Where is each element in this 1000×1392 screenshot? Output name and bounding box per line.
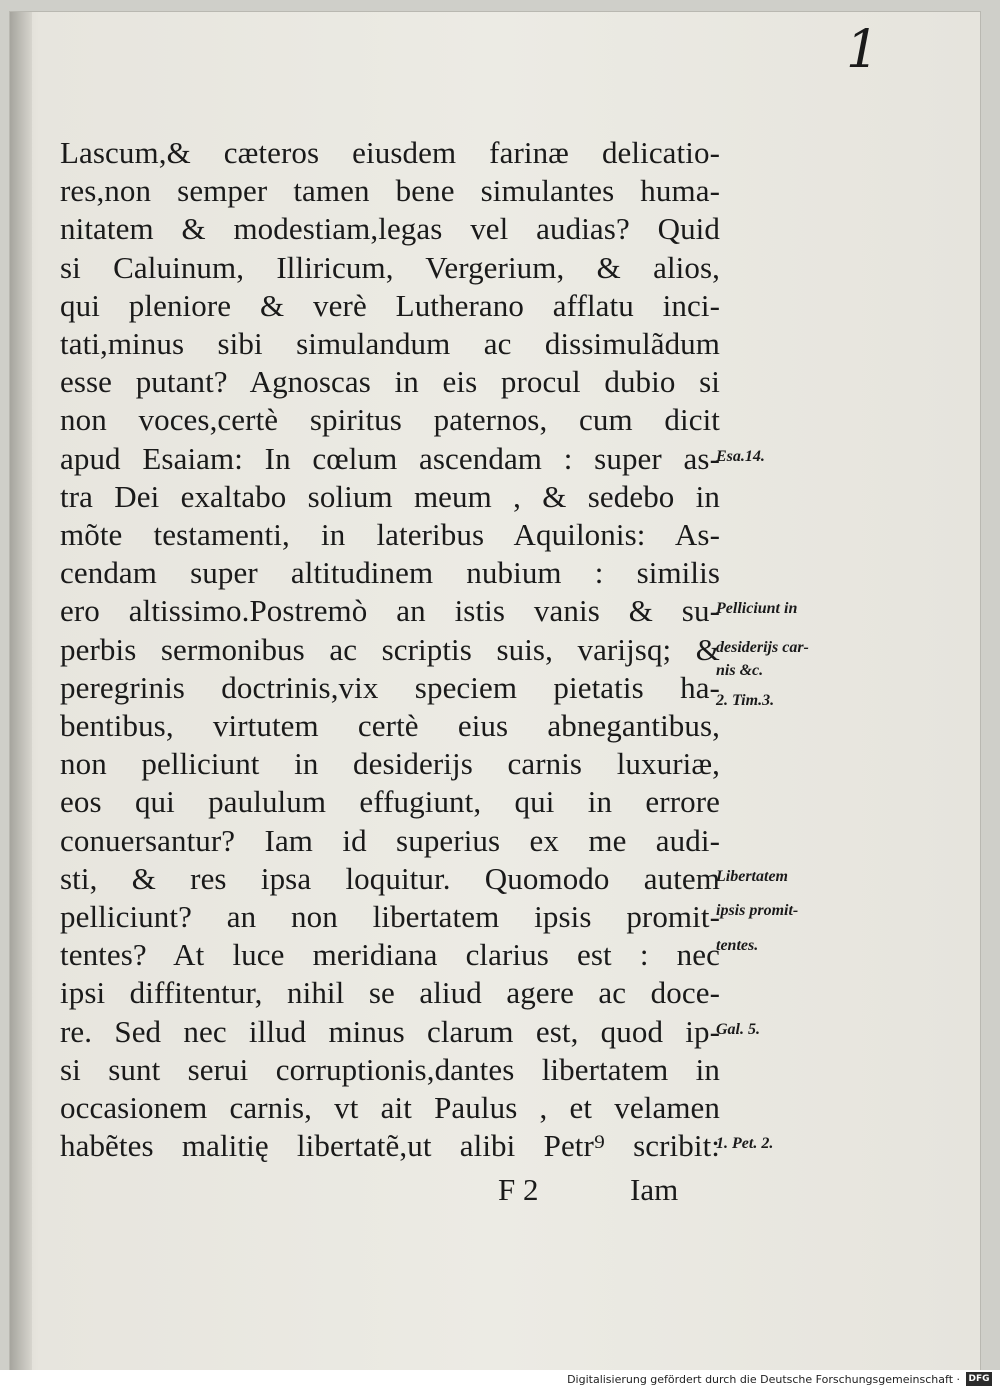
- text-line: esse putant? Agnoscas in eis procul dubio si: [60, 364, 720, 400]
- catchword: Iam: [630, 1172, 679, 1207]
- text-line: peregrinis doctrinis,vix speciem pietatis ha-: [60, 669, 720, 705]
- signature-mark: F 2: [498, 1172, 539, 1207]
- margin-note: Gal. 5.: [716, 1020, 760, 1038]
- margin-note: 2. Tim.3.: [716, 692, 775, 710]
- text-line: qui pleniore & verè Lutherano afflatu inci-: [60, 287, 720, 323]
- text-line: tentes? At luce meridiana clarius est : nec: [60, 937, 720, 973]
- margin-note: tentes.: [716, 936, 759, 954]
- margin-note: Libertatem: [716, 867, 788, 885]
- text-line: si sunt serui corruptionis,dantes libertatem in: [60, 1051, 720, 1087]
- text-line: habẽtes malitię libertatẽ,ut alibi Petr⁹ scribit:: [60, 1128, 720, 1164]
- margin-note: Esa.14.: [716, 447, 765, 465]
- text-line: pelliciunt? an non libertatem ipsis promit-: [60, 899, 720, 935]
- dfg-logo-badge: DFG: [966, 1372, 992, 1386]
- text-line: conuersantur? Iam id superius ex me audi-: [60, 822, 720, 858]
- text-line: nitatem & modestiam,legas vel audias? Quid: [60, 211, 720, 247]
- text-line: si Caluinum, Illiricum, Vergerium, & alios,: [60, 249, 720, 285]
- text-line: non pelliciunt in desiderijs carnis luxuriæ,: [60, 746, 720, 782]
- text-line: res,non semper tamen bene simulantes huma-: [60, 173, 720, 209]
- text-line: eos qui paululum effugiunt, qui in errore: [60, 784, 720, 820]
- text-line: non voces,certè spiritus paternos, cum dicit: [60, 402, 720, 438]
- folio-number: 1: [846, 20, 880, 80]
- funding-credit: Digitalisierung gefördert durch die Deutsche Forschungsgemeinschaft ·: [567, 1373, 960, 1386]
- text-line: apud Esaiam: In cœlum ascendam : super as-: [60, 440, 720, 476]
- text-line: re. Sed nec illud minus clarum est, quod ip-: [60, 1013, 720, 1049]
- text-line: sti, & res ipsa loquitur. Quomodo autem: [60, 860, 720, 896]
- margin-note: 1. Pet. 2.: [716, 1135, 774, 1153]
- text-line: mõte testamenti, in lateribus Aquilonis: As-: [60, 517, 720, 553]
- text-line: bentibus, virtutem certè eius abnegantibus,: [60, 708, 720, 744]
- body-text: [60, 134, 720, 1165]
- text-line: tati,minus sibi simulandum ac dissimulãdum: [60, 326, 720, 362]
- page-gutter-shadow: [10, 12, 32, 1370]
- text-line: cendam super altitudinem nubium : similis: [60, 555, 720, 591]
- margin-note: ipsis promit-: [716, 902, 799, 920]
- text-line: occasionem carnis, vt ait Paulus , et velamen: [60, 1090, 720, 1126]
- text-line: perbis sermonibus ac scriptis suis, varijsq; &: [60, 631, 720, 667]
- text-line: ipsi diffitentur, nihil se aliud agere ac doce-: [60, 975, 720, 1011]
- text-line: tra Dei exaltabo solium meum , & sedebo in: [60, 478, 720, 514]
- margin-note: nis &c.: [716, 661, 764, 679]
- text-line: ero altissimo.Postremò an istis vanis & su-: [60, 593, 720, 629]
- text-line: Lascum,& cæteros eiusdem farinæ delicatio-: [60, 135, 720, 170]
- margin-note: desiderijs car-: [716, 638, 809, 656]
- margin-note: Pelliciunt in: [716, 600, 798, 618]
